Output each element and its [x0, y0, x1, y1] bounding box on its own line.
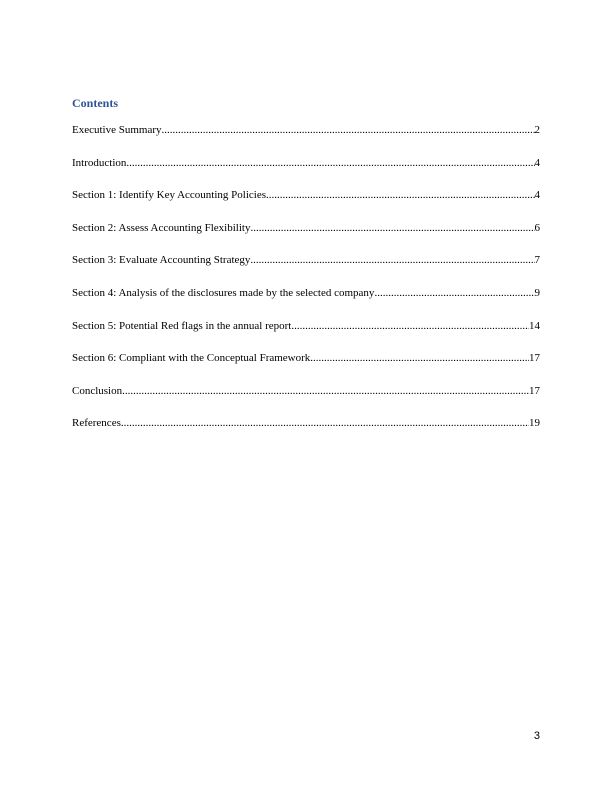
toc-entry-page: 7	[534, 254, 540, 267]
toc-entry-page: 6	[534, 221, 540, 234]
toc-entry-section-1[interactable]	[72, 187, 540, 220]
toc-dot-leader	[162, 122, 535, 138]
toc-entry-section-3[interactable]	[72, 252, 540, 285]
toc-entry-section-5[interactable]	[72, 318, 540, 351]
toc-entry-page: 4	[534, 189, 540, 202]
toc-dot-leader	[121, 415, 529, 431]
toc-entry-title: Introduction	[72, 156, 127, 169]
toc-dot-leader	[310, 350, 529, 366]
toc-entry-title: Section 2: Assess Accounting Flexibility	[72, 221, 251, 234]
toc-entry-title: Section 4: Analysis of the disclosures made by the selected company	[72, 286, 375, 299]
toc-dot-leader	[126, 155, 534, 171]
toc-heading: Contents	[72, 96, 119, 110]
toc-entry-executive-summary[interactable]	[72, 122, 540, 155]
toc-entry-introduction[interactable]	[72, 155, 540, 188]
toc-entry-title: Conclusion	[72, 384, 123, 397]
toc-entry-section-6[interactable]	[72, 350, 540, 383]
toc-entry-page: 2	[534, 124, 540, 136]
toc-entry-section-2[interactable]	[72, 220, 540, 253]
page-number: 3	[533, 730, 540, 742]
toc-entry-title: Section 1: Identify Key Accounting Policies	[72, 189, 266, 202]
toc-entry-page: 17	[529, 352, 540, 365]
toc-dot-leader	[250, 220, 534, 236]
toc-entry-page: 4	[534, 156, 540, 169]
toc-dot-leader	[291, 318, 529, 334]
toc-entry-section-4[interactable]	[72, 285, 540, 318]
toc-entry-page: 19	[529, 417, 540, 430]
toc-entry-title: Section 3: Evaluate Accounting Strategy	[72, 254, 251, 267]
toc-dot-leader	[266, 187, 535, 203]
toc-dot-leader	[250, 252, 534, 268]
toc-entry-page: 9	[534, 286, 540, 299]
toc-dot-leader	[374, 285, 534, 301]
toc-dot-leader	[122, 383, 529, 399]
toc-entry-title: Section 6: Compliant with the Conceptual Framework	[72, 352, 311, 365]
toc-entry-conclusion[interactable]	[72, 383, 540, 416]
toc-entry-title: Executive Summary	[72, 124, 162, 136]
toc-entry-references[interactable]	[72, 415, 540, 448]
table-of-contents	[72, 122, 540, 448]
toc-entry-page: 14	[529, 319, 540, 332]
toc-entry-title: References	[72, 417, 121, 430]
toc-entry-page: 17	[529, 384, 540, 397]
toc-entry-title: Section 5: Potential Red flags in the annual report	[72, 319, 292, 332]
